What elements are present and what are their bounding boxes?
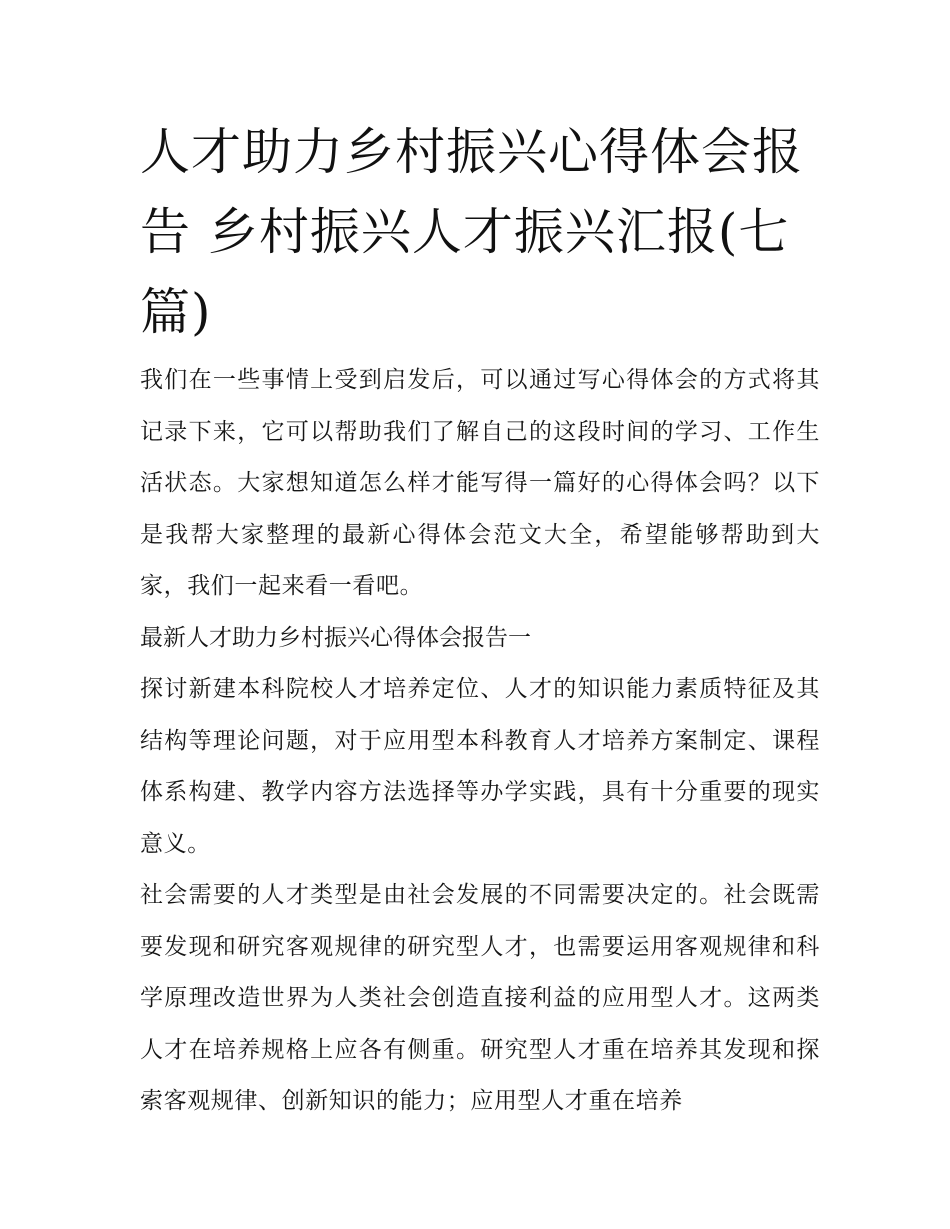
document-title: 人才助力乡村振兴心得体会报告 乡村振兴人才振兴汇报(七篇) <box>140 123 803 341</box>
section-heading: 最新人才助力乡村振兴心得体会报告一 <box>140 624 531 651</box>
document-body <box>140 355 820 1128</box>
body-paragraph: 社会需要的人才类型是由社会发展的不同需要决定的。社会既需要发现和研究客观规律的研究型人才，也需要运用客观规律和科学原理改造世界为人类社会创造直接利益的应用型人才。这两类人才在培养规格上应各有侧重。研究型人才重在培养其发现和探索客观规律、创新知识的能力；应用型人才重在培养 <box>140 882 820 1114</box>
body-paragraph: 探讨新建本科院校人才培养定位、人才的知识能力素质特征及其结构等理论问题，对于应用型本科教育人才培养方案制定、课程体系构建、教学内容方法选择等办学实践，具有十分重要的现实意义。 <box>140 676 820 857</box>
intro-paragraph: 我们在一些事情上受到启发后，可以通过写心得体会的方式将其记录下来，它可以帮助我们了解自己的这段时间的学习、工作生活状态。大家想知道怎么样才能写得一篇好的心得体会吗？以下是我帮大家整理的最新心得体会范文大全，希望能够帮助到大家，我们一起来看一看吧。 <box>140 367 820 599</box>
